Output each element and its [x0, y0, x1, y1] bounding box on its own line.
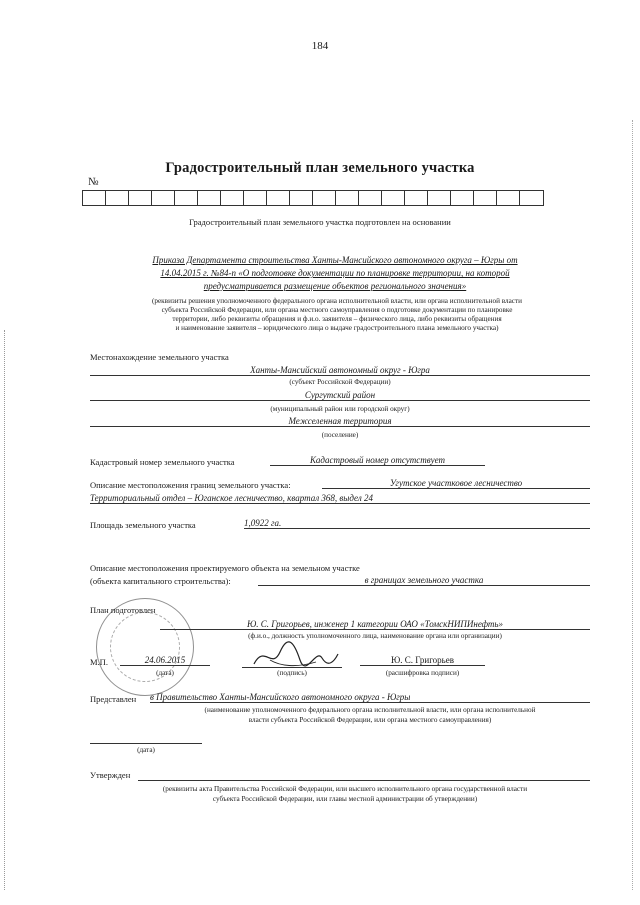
grid-cell: [336, 191, 359, 205]
grid-cell: [175, 191, 198, 205]
object-label-1: Описание местоположения проектируемого объекта на земельном участке: [90, 563, 360, 573]
approved-label: Утвержден: [90, 770, 131, 780]
subject-value: Ханты-Мансийский автономный округ - Югра: [90, 365, 590, 376]
date-value: 24.06.2015: [120, 655, 210, 666]
grid-cell: [152, 191, 175, 205]
date2-line: [90, 742, 202, 744]
prepared-label: План подготовлен: [90, 605, 156, 615]
date2-caption: (дата): [137, 746, 155, 754]
subject-caption: (субъект Российской Федерации): [289, 378, 391, 386]
basis-heading: Градостроительный план земельного участка подготовлен на основании: [189, 217, 451, 227]
basis-note-3: территории, либо реквизиты обращения и ф.и.о. заявителя – физического лица, либо реквизиты обращения: [172, 315, 502, 323]
grid-cell: [520, 191, 543, 205]
signature-mark: [250, 640, 340, 672]
signer-caption: (расшифровка подписи): [385, 669, 460, 677]
grid-cell: [221, 191, 244, 205]
district-caption: (муниципальный район или городской округ): [270, 405, 410, 413]
area-label: Площадь земельного участка: [90, 520, 196, 530]
grid-cell: [359, 191, 382, 205]
grid-cell: [106, 191, 129, 205]
basis-line-2: 14.04.2015 г. №84-п «О подготовке документации по планировке территории, на которой: [160, 268, 510, 278]
submitted-caption-2: власти субъекта Российской Федерации, или органа местного самоуправления): [248, 716, 492, 724]
cadastral-label: Кадастровый номер земельного участка: [90, 457, 235, 467]
basis-note-2: субъекта Российской Федерации, или органа местного самоуправления о подготовке документации по планировке: [161, 306, 513, 314]
date-caption: (дата): [156, 669, 174, 677]
grid-cell: [83, 191, 106, 205]
submitted-label: Представлен: [90, 694, 137, 704]
grid-cell: [474, 191, 497, 205]
location-label: Местонахождение земельного участка: [90, 352, 229, 362]
signer-value: Ю. С. Григорьев: [360, 655, 485, 666]
number-label: №: [88, 176, 99, 188]
object-value: в границах земельного участка: [258, 575, 590, 586]
prepared-value: Ю. С. Григорьев, инженер 1 категории ОАО «ТомскНИПИнефть»: [160, 619, 590, 630]
grid-cell: [129, 191, 152, 205]
grid-cell: [497, 191, 520, 205]
approved-line: [138, 779, 590, 781]
cadastral-value: Кадастровый номер отсутствует: [270, 455, 485, 466]
signature-caption: (подпись): [277, 669, 307, 677]
area-value: 1,0922 га.: [244, 518, 590, 529]
mp-label: М.П.: [90, 657, 108, 667]
grid-cell: [451, 191, 474, 205]
submitted-caption-1: (наименование уполномоченного федерального органа исполнительной власти, или органа исполнительной: [204, 706, 536, 714]
settlement-value: Межселенная территория: [90, 416, 590, 427]
submitted-value: в Правительство Ханты-Мансийского автономного округа - Югры: [150, 692, 590, 703]
scan-edge-right: [632, 120, 635, 890]
grid-cell: [382, 191, 405, 205]
basis-line-1: Приказа Департамента строительства Ханты-Мансийского автономного округа – Югры от: [152, 255, 518, 265]
district-value: Сургутский район: [90, 390, 590, 401]
page-number: 184: [311, 40, 329, 52]
number-grid: [82, 190, 544, 206]
prepared-caption: (ф.и.о., должность уполномоченного лица, наименование органа или организации): [248, 632, 502, 640]
grid-cell: [428, 191, 451, 205]
grid-cell: [290, 191, 313, 205]
settlement-caption: (поселение): [321, 431, 359, 439]
basis-line-3: предусматривается размещение объектов регионального значения»: [203, 281, 467, 291]
basis-note-1: (реквизиты решения уполномоченного федерального органа исполнительной власти, или органа исполнительной власти: [152, 297, 522, 305]
grid-cell: [313, 191, 336, 205]
grid-cell: [405, 191, 428, 205]
approved-caption-2: субъекта Российской Федерации, или главы местной администрации об утверждении): [212, 795, 478, 803]
scan-edge-left: [4, 330, 7, 890]
grid-cell: [267, 191, 290, 205]
basis-note-4: и наименование заявителя – юридического лица о выдаче градостроительного плана земельного участка): [175, 324, 499, 332]
grid-cell: [198, 191, 221, 205]
boundaries-value-2: Территориальный отдел – Юганское лесничество, квартал 368, выдел 24: [90, 493, 590, 504]
grid-cell: [244, 191, 267, 205]
boundaries-label: Описание местоположения границ земельного участка:: [90, 480, 291, 490]
approved-caption-1: (реквизиты акта Правительства Российской Федерации, или высшего исполнительного органа государственной власти: [162, 785, 528, 793]
boundaries-value-1: Угутское участковое лесничество: [322, 478, 590, 489]
document-title: Градостроительный план земельного участка: [165, 160, 475, 176]
object-label-2: (объекта капитального строительства):: [90, 576, 231, 586]
